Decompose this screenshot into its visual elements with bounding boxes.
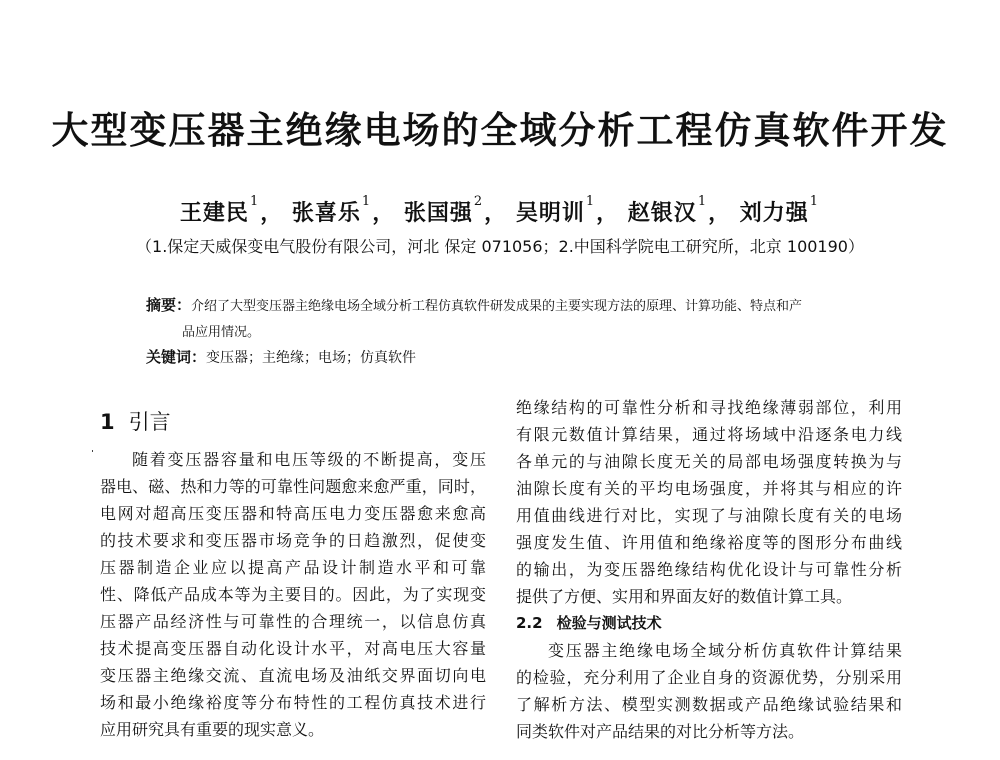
body-text-line: 油隙长度有关的平均电场强度，并将其与相应的许 [516, 479, 902, 498]
body-text-line: 同类软件对产品结果的对比分析等方法。 [516, 722, 805, 741]
author-name: 赵银汉 [627, 200, 697, 226]
keywords [146, 346, 876, 367]
abstract-label: 摘要： [146, 296, 192, 314]
margin-mark [92, 450, 93, 452]
author-name: 王建民 [179, 200, 249, 226]
author-list: 王建民$^1$， 张喜乐$^1$， 张国强$^2$， 吴明训$^1$， 赵银汉$^1$， 刘力强$^1$ [179, 194, 820, 226]
body-text-line: 用值曲线进行对比，实现了与油隙长度有关的电场 [516, 506, 902, 525]
abstract [146, 292, 876, 346]
body-text-line: 了解析方法、模型实测数据或产品绝缘试验结果和 [516, 695, 902, 714]
keywords-text: 变压器；主绝缘；电场；仿真软件 [206, 350, 417, 366]
body-text-line: 变压器主绝缘交流、直流电场及油纸交界面切向电 [100, 666, 486, 685]
body-text-line: 变压器主绝缘电场全域分析仿真软件计算结果 [548, 641, 902, 660]
author-name: 张喜乐 [291, 200, 361, 226]
body-text-line: 应用研究具有重要的现实意义。 [100, 720, 325, 739]
body-text-line: 有限元数值计算结果，通过将场域中沿逐条电力线 [516, 425, 902, 444]
subsection-title: 检验与测试技术 [556, 614, 662, 632]
body-text-line: 随着变压器容量和电压等级的不断提高，变压 [132, 450, 486, 469]
abstract-text-line: 品应用情况。 [182, 325, 261, 340]
left-column [100, 402, 486, 743]
paper-title: 大型变压器主绝缘电场的全域分析工程仿真软件开发 [51, 108, 949, 152]
author-affiliation-mark: 1 [809, 194, 820, 209]
author-affiliation-mark: 1 [249, 194, 260, 209]
body-text-line: 器电、磁、热和力等的可靠性问题愈来愈严重，同时， [100, 477, 486, 496]
subsection-heading [516, 610, 902, 637]
body-text-line: 压器产品经济性与可靠性的合理统一，以信息仿真 [100, 612, 486, 631]
body-text-line: 的输出，为变压器绝缘结构优化设计与可靠性分析 [516, 560, 902, 579]
author-name: 吴明训 [515, 200, 585, 226]
author-name: 张国强 [403, 200, 473, 226]
section-heading [100, 402, 486, 446]
body-text-line: 的检验，充分利用了企业自身的资源优势，分别采用 [516, 668, 902, 687]
body-text-line: 的技术要求和变压器市场竞争的日趋激烈，促使变 [100, 531, 486, 550]
author-name: 刘力强 [739, 200, 809, 226]
body-text-line: 各单元的与油隙长度无关的局部电场强度转换为与 [516, 452, 902, 471]
body-text-line: 提供了方便、实用和界面友好的数值计算工具。 [516, 587, 853, 606]
section-title: 引言 [128, 410, 171, 434]
body-text-line: 压器制造企业应以提高产品设计制造水平和可靠 [100, 558, 486, 577]
author-affiliation-mark: 2 [473, 194, 484, 209]
body-text-line: 电网对超高压变压器和特高压电力变压器愈来愈高 [100, 504, 486, 523]
body-text-line: 绝缘结构的可靠性分析和寻找绝缘薄弱部位，利用 [516, 398, 902, 417]
affiliation: （1.保定天威保变电气股份有限公司，河北 保定 071056；2.中国科学院电工研究所，北京 100190） [136, 237, 864, 256]
right-column [516, 394, 902, 745]
author-affiliation-mark: 1 [585, 194, 596, 209]
author-affiliation-mark: 1 [697, 194, 708, 209]
body-text-line: 强度发生值、许用值和绝缘裕度等的图形分布曲线 [516, 533, 902, 552]
keywords-label: 关键词： [146, 348, 207, 366]
body-text-line: 技术提高变压器自动化设计水平，对高电压大容量 [100, 639, 486, 658]
body-text-line: 性、降低产品成本等为主要目的。因此，为了实现变 [100, 585, 486, 604]
body-text-line: 场和最小绝缘裕度等分布特性的工程仿真技术进行 [100, 693, 486, 712]
author-affiliation-mark: 1 [361, 194, 372, 209]
abstract-text-line: 介绍了大型变压器主绝缘电场全域分析工程仿真软件研发成果的主要实现方法的原理、计算功能、特点和产 [191, 299, 803, 314]
subsection-number: 2.2 [516, 614, 543, 632]
section-number: 1 [100, 410, 115, 434]
